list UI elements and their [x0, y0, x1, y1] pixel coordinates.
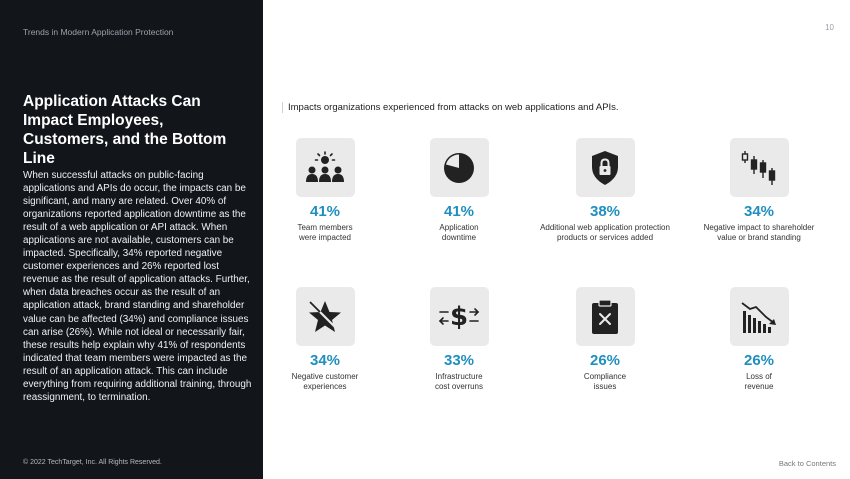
stat-label [384, 223, 534, 243]
page-number: 10 [825, 23, 834, 32]
dollar-exchange-icon [430, 287, 489, 346]
stat-percent: 41% [443, 203, 475, 220]
back-to-contents-link[interactable]: Back to Contents [778, 459, 836, 468]
stat-cost-overruns [384, 287, 534, 392]
stat-percent: 26% [589, 352, 621, 369]
shield-lock-icon [576, 138, 635, 197]
stat-label [250, 372, 400, 392]
stat-percent: 34% [743, 203, 775, 220]
broken-star-icon [296, 287, 355, 346]
body-paragraph: When successful attacks on public-facing applications and APIs do occur, the impacts can be significant, and many are related. Over 40% of organizations reported application downtime as the result of a web application or API attack. When applications are not available, customers can be impacted. Specifically, 34% reported negative customer experiences and 26% reported lost revenue as the result of application attacks. Further, when data breaches occur as the result of an application attack, brand standing and shareholder value can be affected (34%) and compliance issues can arise (26%). While not ideal or necessarily fair, these results help explain why 41% of respondents indicated that team members were impacted as the result of an application attack. This can include everything from requiring additional training, through reassignment, to termination. [23, 170, 252, 403]
page-title: Application Attacks Can Impact Employees, Customers, and the Bottom Line [23, 93, 227, 167]
stat-label-text: Compliance issues [583, 372, 627, 391]
stat-label [684, 372, 834, 392]
left-panel [0, 0, 263, 479]
stat-customer-experiences [250, 287, 400, 392]
running-title: Trends in Modern Application Protection [23, 27, 174, 37]
stat-compliance-issues [530, 287, 680, 392]
stat-percent: 38% [589, 203, 621, 220]
pie-clock-icon [430, 138, 489, 197]
stat-label-text: Infrastructure cost overruns [434, 372, 484, 391]
svg-text:$: $ [449, 301, 469, 332]
stat-team-members [250, 138, 400, 243]
stat-protection-added [530, 138, 680, 243]
stat-label [250, 223, 400, 243]
stat-loss-of-revenue [684, 287, 834, 392]
stat-label-text: Loss of revenue [744, 372, 774, 391]
stat-label [384, 372, 534, 392]
candlestick-icon [730, 138, 789, 197]
stat-percent: 34% [309, 352, 341, 369]
declining-chart-icon [730, 287, 789, 346]
team-icon [296, 138, 355, 197]
stat-percent: 26% [743, 352, 775, 369]
copyright-notice: © 2022 TechTarget, Inc. All Rights Reserved. [23, 459, 162, 466]
clipboard-x-icon [576, 287, 635, 346]
stat-label-text: Application downtime [439, 223, 479, 242]
stat-label-text: Negative customer experiences [291, 372, 359, 391]
stat-label [530, 372, 680, 392]
stat-percent: 41% [309, 203, 341, 220]
stat-shareholder-value [684, 138, 834, 243]
stat-label-text: Additional web application protection products or services added [540, 223, 670, 242]
stat-label [684, 223, 834, 243]
stat-label-text: Team members were impacted [297, 223, 353, 242]
stat-label [530, 223, 680, 243]
stat-percent: 33% [443, 352, 475, 369]
stat-label-text: Negative impact to shareholder value or brand standing [703, 223, 815, 242]
section-subtitle: Impacts organizations experienced from attacks on web applications and APIs. [282, 102, 619, 113]
stat-app-downtime [384, 138, 534, 243]
